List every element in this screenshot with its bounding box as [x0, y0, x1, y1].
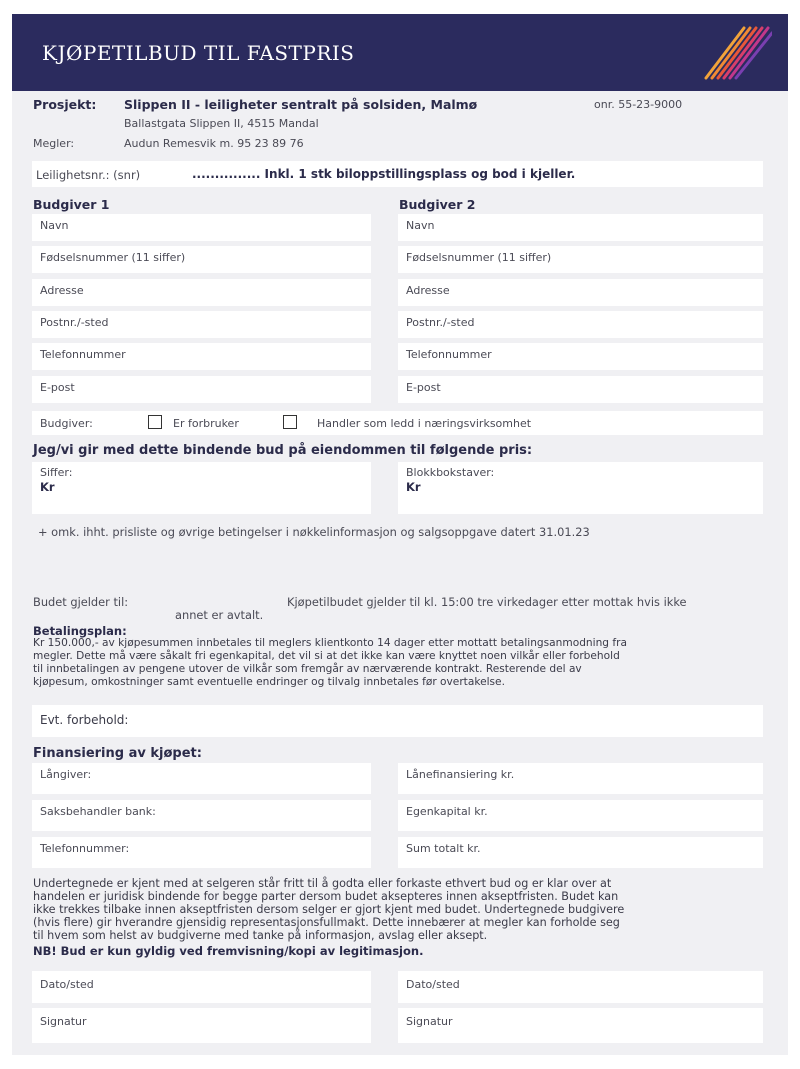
field-label: Signatur	[406, 1015, 453, 1028]
bidder2-date-place-field[interactable]	[398, 971, 763, 1003]
field-label: Adresse	[406, 284, 450, 297]
bidder1-heading: Budgiver 1	[33, 197, 110, 212]
field-label: Långiver:	[40, 768, 92, 781]
document-title: KJØPETILBUD TIL FASTPRIS	[42, 41, 355, 65]
validity-text-2: annet er avtalt.	[175, 608, 264, 622]
lender-field[interactable]	[32, 763, 371, 794]
bidder2-email-field[interactable]	[398, 376, 763, 403]
bidder-type-label: Budgiver:	[40, 417, 93, 430]
field-label: Signatur	[40, 1015, 87, 1028]
field-label: Postnr./-sted	[40, 316, 109, 329]
reservations-field[interactable]	[32, 705, 763, 737]
price-heading: Jeg/vi gir med dette bindende bud på eiendommen til følgende pris:	[33, 443, 533, 458]
field-label: Navn	[406, 219, 435, 232]
field-label: Fødselsnummer (11 siffer)	[406, 251, 552, 264]
project-onr: onr. 55-23-9000	[594, 98, 683, 111]
unit-value: ............... Inkl. 1 stk biloppstillingsplass og bod i kjeller.	[192, 167, 576, 181]
form-sheet	[12, 91, 788, 1055]
unit-label: Leilighetsnr.: (snr)	[36, 168, 141, 182]
business-label: Handler som ledd i næringsvirksomhet	[317, 417, 532, 430]
bidder1-ssn-field[interactable]	[32, 246, 371, 273]
payment-line: Kr 150.000,- av kjøpesummen innbetales til meglers klientkonto 14 dager etter mottatt betalingsanmodning fra	[33, 637, 627, 649]
field-label: Telefonnummer	[40, 348, 126, 361]
bidder2-ssn-field[interactable]	[398, 246, 763, 273]
terms-line: Undertegnede er kjent med at selgeren står fritt til å godta eller forkaste ethvert bud og er klar over at	[33, 877, 612, 890]
bidder1-signature-field[interactable]	[32, 1008, 371, 1043]
consumer-label: Er forbruker	[173, 417, 239, 430]
terms-line: til hvem som helst av budgiverne med tanke på informasjon, avslag eller aksept.	[33, 929, 488, 942]
terms-line: handelen er juridisk bindende for begge parter dersom budet aksepteres innen akseptfristen. Budet kan	[33, 890, 619, 903]
field-label: Navn	[40, 219, 69, 232]
bidder1-name-field[interactable]	[32, 214, 371, 241]
validity-label: Budet gjelder til:	[33, 595, 129, 609]
consumer-checkbox[interactable]	[148, 415, 162, 429]
reservations-label: Evt. forbehold:	[40, 713, 129, 727]
payment-line: megler. Dette må være såkalt fri egenkapital, det vil si at det ikke kan være knyttet noen vilkår eller forbehold	[33, 650, 620, 662]
terms-line: (hvis flere) gir hverandre gjensidig representasjonsfullmakt. Dette innebærer at megler kan forholde seg	[33, 916, 620, 929]
field-label: Telefonnummer:	[40, 842, 130, 855]
bidder2-phone-field[interactable]	[398, 343, 763, 370]
field-label: Adresse	[40, 284, 84, 297]
bank-officer-field[interactable]	[32, 800, 371, 831]
bidder1-postal-field[interactable]	[32, 311, 371, 338]
bidder1-date-place-field[interactable]	[32, 971, 371, 1003]
field-label: Dato/sted	[406, 978, 460, 991]
project-label: Prosjekt:	[33, 97, 97, 112]
project-name: Slippen II - leiligheter sentralt på solsiden, Malmø	[124, 97, 478, 112]
bidder1-address-field[interactable]	[32, 279, 371, 306]
bidder2-name-field[interactable]	[398, 214, 763, 241]
financing-heading: Finansiering av kjøpet:	[33, 746, 202, 761]
field-label: Dato/sted	[40, 978, 94, 991]
price-note: + omk. ihht. prisliste og øvrige betingelser i nøkkelinformasjon og salgsoppgave datert 31.01.23	[38, 525, 590, 539]
business-checkbox[interactable]	[283, 415, 297, 429]
stripes-logo-icon	[692, 24, 772, 86]
financing-phone-field[interactable]	[32, 837, 371, 868]
field-label: E-post	[40, 381, 75, 394]
loan-amount-field[interactable]	[398, 763, 763, 794]
nb-notice: NB! Bud er kun gyldig ved fremvisning/kopi av legitimasjon.	[33, 944, 424, 958]
project-address: Ballastgata Slippen II, 4515 Mandal	[124, 117, 319, 130]
field-label: Postnr./-sted	[406, 316, 475, 329]
bidder1-phone-field[interactable]	[32, 343, 371, 370]
bidder2-postal-field[interactable]	[398, 311, 763, 338]
equity-amount-field[interactable]	[398, 800, 763, 831]
broker-label: Megler:	[33, 137, 75, 150]
field-label: Lånefinansiering kr.	[406, 768, 515, 781]
terms-line: ikke trekkes tilbake innen akseptfristen dersom selger er gjort kjent med budet. Undertegnede budgivere	[33, 903, 625, 916]
field-label: Fødselsnummer (11 siffer)	[40, 251, 186, 264]
unit-field[interactable]	[32, 161, 763, 187]
payment-line: til innbetalingen av pengene utover de vilkår som fremgår av nærværende kontrakt. Resterende del av	[33, 663, 582, 675]
digits-label: Siffer:	[40, 466, 73, 479]
broker-contact: Audun Remesvik m. 95 23 89 76	[124, 137, 304, 150]
field-label: Egenkapital kr.	[406, 805, 488, 818]
bidder1-email-field[interactable]	[32, 376, 371, 403]
bidder2-signature-field[interactable]	[398, 1008, 763, 1043]
bidder-type-row	[32, 411, 763, 435]
field-label: E-post	[406, 381, 441, 394]
field-label: Saksbehandler bank:	[40, 805, 156, 818]
letters-currency: Kr	[406, 480, 421, 494]
price-letters-field[interactable]	[398, 462, 763, 514]
terms-text	[33, 877, 763, 942]
validity-text-1: Kjøpetilbudet gjelder til kl. 15:00 tre virkedager etter mottak hvis ikke	[287, 595, 687, 609]
letters-label: Blokkbokstaver:	[406, 466, 495, 479]
document-header	[12, 14, 788, 91]
digits-currency: Kr	[40, 480, 55, 494]
price-digits-field[interactable]	[32, 462, 371, 514]
payment-text	[33, 637, 763, 689]
payment-heading: Betalingsplan:	[33, 624, 127, 638]
bidder2-heading: Budgiver 2	[399, 197, 476, 212]
field-label: Sum totalt kr.	[406, 842, 481, 855]
total-amount-field[interactable]	[398, 837, 763, 868]
bidder2-address-field[interactable]	[398, 279, 763, 306]
payment-line: kjøpesum, omkostninger samt eventuelle endringer og tilvalg innbetales før overtakelse.	[33, 676, 505, 688]
field-label: Telefonnummer	[406, 348, 492, 361]
